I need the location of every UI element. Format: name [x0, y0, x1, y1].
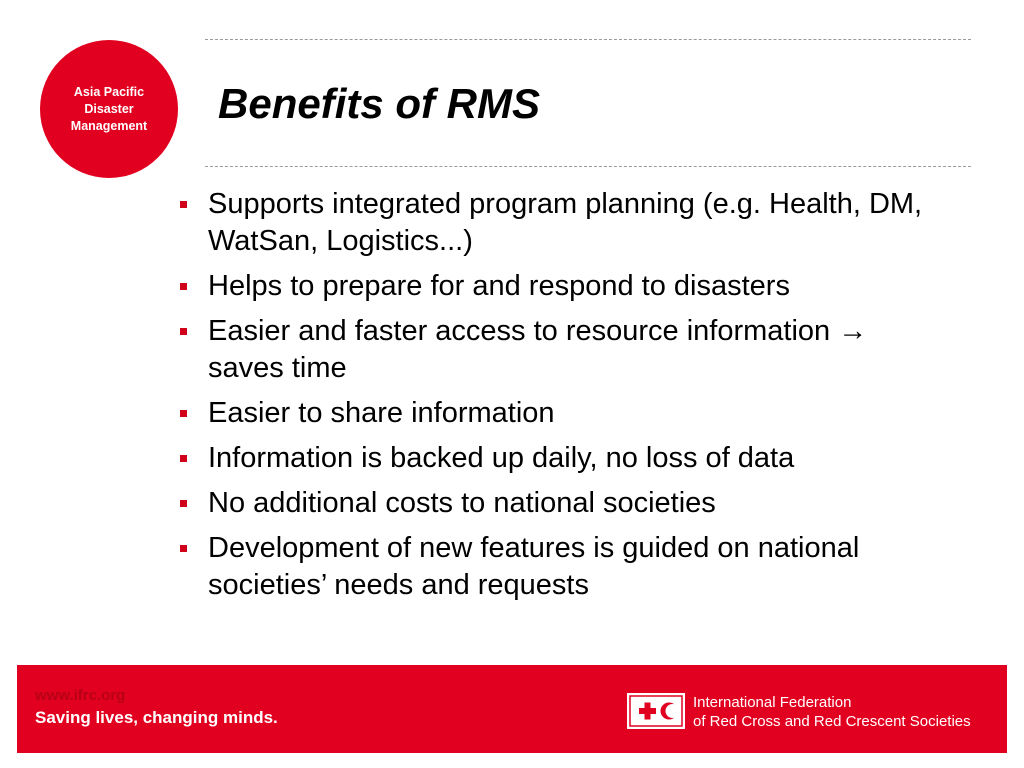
- bullet-list: [176, 186, 946, 612]
- bullet-text: Helps to prepare for and respond to disasters: [208, 270, 790, 302]
- bullet-square-icon: [180, 455, 187, 462]
- bullet-text: Supports integrated program planning (e.g. Health, DM, WatSan, Logistics...): [208, 188, 923, 257]
- bullet-text: Development of new features is guided on national societies’ needs and requests: [208, 532, 860, 601]
- slide-title: Benefits of RMS: [218, 80, 541, 127]
- bullet-text: No additional costs to national societies: [208, 487, 716, 519]
- bullet-item: [176, 530, 946, 604]
- footer-tagline: Saving lives, changing minds.: [35, 708, 278, 727]
- bullet-text: Information is backed up daily, no loss of data: [208, 442, 795, 474]
- footer-website-link[interactable]: www.ifrc.org: [35, 687, 126, 704]
- org-name-line-1: International Federation: [693, 694, 852, 711]
- footer-bar: [17, 665, 1007, 753]
- org-name-line-2: of Red Cross and Red Crescent Societies: [693, 713, 971, 730]
- organization-name: [693, 693, 971, 731]
- bullet-square-icon: [180, 500, 187, 507]
- bullet-item: [176, 313, 946, 387]
- red-cross-red-crescent-emblem-icon: [627, 693, 685, 729]
- top-dashed-divider: [205, 39, 971, 40]
- badge-text: Asia Pacific Disaster Management: [70, 84, 148, 133]
- bullet-item: [176, 268, 946, 305]
- bullet-square-icon: [180, 283, 187, 290]
- bullet-square-icon: [180, 410, 187, 417]
- bullet-item: [176, 440, 946, 477]
- bullet-item: [176, 485, 946, 522]
- bottom-dashed-divider: [205, 166, 971, 167]
- bullet-square-icon: [180, 545, 187, 552]
- bullet-square-icon: [180, 201, 187, 208]
- bullet-item: [176, 186, 946, 260]
- bullet-text: Easier to share information: [208, 397, 555, 429]
- bullet-text: Easier and faster access to resource information → saves time: [208, 315, 868, 384]
- asia-pacific-badge: [40, 40, 178, 178]
- bullet-item: [176, 395, 946, 432]
- emblem-graphic: [629, 695, 683, 727]
- bullet-square-icon: [180, 328, 187, 335]
